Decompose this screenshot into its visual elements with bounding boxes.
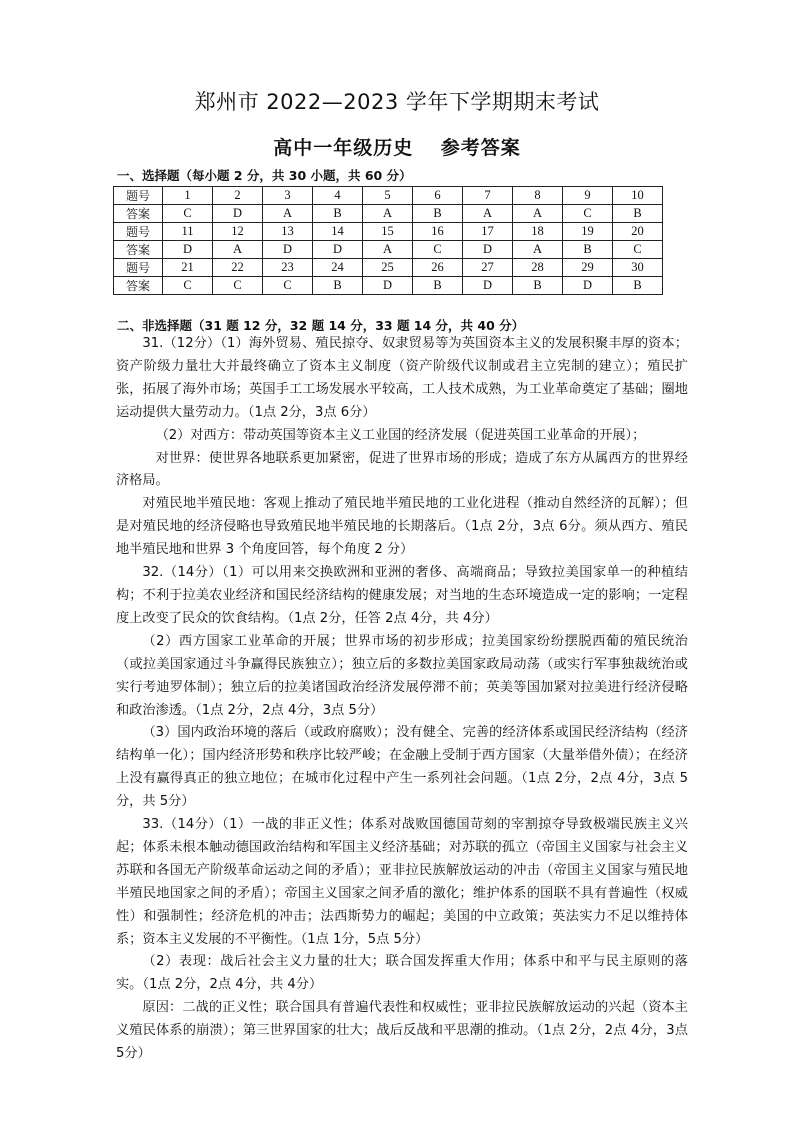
exam-subtitle: 高中一年级历史 参考答案 bbox=[273, 137, 521, 159]
question-number-cell: 23 bbox=[263, 259, 313, 277]
answer-cell: B bbox=[613, 205, 663, 223]
answer-cell: B bbox=[563, 241, 613, 259]
answer-table-row bbox=[114, 241, 663, 259]
answer-cell: D bbox=[563, 277, 613, 295]
question-number-cell: 25 bbox=[363, 259, 413, 277]
question-number-cell: 16 bbox=[413, 223, 463, 241]
answer-cell: D bbox=[463, 277, 513, 295]
answer-cell: A bbox=[513, 241, 563, 259]
question-number-cell: 20 bbox=[613, 223, 663, 241]
answer-cell: B bbox=[413, 205, 463, 223]
row-label: 题号 bbox=[114, 223, 163, 241]
answer-cell: A bbox=[363, 241, 413, 259]
question-number-cell: 26 bbox=[413, 259, 463, 277]
answer-cell: D bbox=[363, 277, 413, 295]
question-number-cell: 6 bbox=[413, 187, 463, 205]
question-number-cell: 10 bbox=[613, 187, 663, 205]
question-number-cell: 7 bbox=[463, 187, 513, 205]
section2-heading: 二、非选择题（31 题 12 分，32 题 14 分，33 题 14 分，共 40 分） bbox=[117, 318, 525, 333]
row-label: 答案 bbox=[114, 205, 163, 223]
answer-cell: B bbox=[513, 277, 563, 295]
answer-cell: A bbox=[263, 205, 313, 223]
answer-cell: C bbox=[163, 277, 213, 295]
paragraph-32-3: （3）国内政治环境的落后（或政府腐败）；没有健全、完善的经济体系或国民经济结构（经济结构单一化）；国内经济形势和秩序比较严峻；在金融上受制于西方国家（大量举借外债）；在经济上没有赢得真正的独立地位；在城市化过程中产生一系列社会问题。（1点 2分，2点 4分，3点 5分，共 5分） bbox=[116, 725, 688, 810]
question-number-cell: 2 bbox=[213, 187, 263, 205]
question-number-cell: 30 bbox=[613, 259, 663, 277]
answer-table-row bbox=[114, 277, 663, 295]
answer-cell: A bbox=[513, 205, 563, 223]
paragraph-32-2: （2）西方国家工业革命的开展；世界市场的初步形成；拉美国家纷纷摆脱西葡的殖民统治（或拉美国家通过斗争赢得民族独立）；独立后的多数拉美国家政局动荡（或实行军事独裁统治或实行考迪罗体制）；独立后的拉美诸国政治经济发展停滞不前；英美等国加紧对拉美进行经济侵略和政治渗透。（1点 2分，2点 4分，3点 5分） bbox=[116, 633, 688, 718]
answer-table-row bbox=[114, 259, 663, 277]
question-number-cell: 9 bbox=[563, 187, 613, 205]
question-number-cell: 1 bbox=[163, 187, 213, 205]
paragraph-31-2: （2）对西方：带动英国等资本主义工业国的经济发展（促进英国工业革命的开展）； bbox=[155, 427, 646, 443]
question-number-cell: 13 bbox=[263, 223, 313, 241]
answer-cell: C bbox=[163, 205, 213, 223]
paragraph-31-1: 31.（12分）（1）海外贸易、殖民掠夺、奴隶贸易等为英国资本主义的发展积聚丰厚的资本；资产阶级力量壮大并最终确立了资本主义制度（资产阶级代议制或君主立宪制的建立）；殖民扩张，拓展了海外市场；英国手工工场发展水平较高，工人技术成熟，为工业革命奠定了基础；圈地运动提供大量劳动力。（1点 2分，3点 6分） bbox=[116, 336, 688, 420]
question-number-cell: 14 bbox=[313, 223, 363, 241]
answer-cell: C bbox=[413, 241, 463, 259]
question-number-cell: 15 bbox=[363, 223, 413, 241]
answer-cell: D bbox=[313, 241, 363, 259]
paragraph-33-2: （2）表现：战后社会主义力量的壮大；联合国发挥重大作用；体系中和平与民主原则的落实。（1点 2分，2点 4分，共 4分） bbox=[116, 954, 688, 993]
question-number-cell: 28 bbox=[513, 259, 563, 277]
question-number-cell: 21 bbox=[163, 259, 213, 277]
question-number-cell: 22 bbox=[213, 259, 263, 277]
section1-heading: 一、选择题（每小题 2 分，共 30 小题，共 60 分） bbox=[117, 168, 412, 183]
paragraph-32-1: 32.（14分）（1）可以用来交换欧洲和亚洲的奢侈、高端商品；导致拉美国家单一的种植结构；不利于拉美农业经济和国民经济结构的健康发展；对当地的生态环境造成一定的影响；一定程度上改变了民众的饮食结构。（1点 2分，任答 2点 4分，共 4分） bbox=[116, 565, 688, 626]
paragraph-31-2-world: 对世界：使世界各地联系更加紧密，促进了世界市场的形成；造成了东方从属西方的世界经济格局。 bbox=[116, 450, 688, 489]
question-number-cell: 5 bbox=[363, 187, 413, 205]
row-label: 题号 bbox=[114, 187, 163, 205]
answer-cell: C bbox=[213, 277, 263, 295]
answer-cell: B bbox=[313, 205, 363, 223]
question-number-cell: 19 bbox=[563, 223, 613, 241]
answer-cell: C bbox=[613, 241, 663, 259]
answer-cell: D bbox=[213, 205, 263, 223]
answer-body bbox=[116, 333, 688, 1066]
answer-table-row bbox=[114, 223, 663, 241]
question-number-cell: 8 bbox=[513, 187, 563, 205]
answer-cell: B bbox=[613, 277, 663, 295]
answer-cell: D bbox=[163, 241, 213, 259]
question-number-cell: 11 bbox=[163, 223, 213, 241]
paragraph-31-2-colony: 对殖民地半殖民地：客观上推动了殖民地半殖民地的工业化进程（推动自然经济的瓦解）；但是对殖民地的经济侵略也导致殖民地半殖民地的长期落后。（1点 2分，3点 6分。须从西方、殖民地半殖民地和世界 3 个角度回答，每个角度 2 分） bbox=[116, 496, 688, 558]
row-label: 答案 bbox=[114, 241, 163, 259]
row-label: 答案 bbox=[114, 277, 163, 295]
answer-table-row bbox=[114, 205, 663, 223]
answer-cell: C bbox=[263, 277, 313, 295]
answer-cell: C bbox=[563, 205, 613, 223]
answer-cell: D bbox=[263, 241, 313, 259]
answer-cell: A bbox=[363, 205, 413, 223]
question-number-cell: 17 bbox=[463, 223, 513, 241]
question-number-cell: 4 bbox=[313, 187, 363, 205]
question-number-cell: 3 bbox=[263, 187, 313, 205]
question-number-cell: 27 bbox=[463, 259, 513, 277]
paragraph-33-1: 33.（14分）（1）一战的非正义性；体系对战败国德国苛刻的宰割掠夺导致极端民族主义兴起；体系未根本触动德国政治结构和军国主义经济基础；对苏联的孤立（帝国主义国家与社会主义苏联和各国无产阶级革命运动之间的矛盾）；亚非拉民族解放运动的冲击（帝国主义国家与殖民地半殖民地国家之间的矛盾）；帝国主义国家之间矛盾的激化；维护体系的国联不具有普遍性（权威性）和强制性；经济危机的冲击；法西斯势力的崛起；美国的中立政策；英法实力不足以维持体系；资本主义发展的不平衡性。（1点 1分，5点 5分） bbox=[116, 817, 688, 947]
question-number-cell: 29 bbox=[563, 259, 613, 277]
answer-table bbox=[113, 186, 663, 295]
row-label: 题号 bbox=[114, 259, 163, 277]
answer-cell: A bbox=[213, 241, 263, 259]
question-number-cell: 12 bbox=[213, 223, 263, 241]
answer-table-row bbox=[114, 187, 663, 205]
question-number-cell: 24 bbox=[313, 259, 363, 277]
paragraph-33-2-reason: 原因：二战的正义性；联合国具有普遍代表性和权威性；亚非拉民族解放运动的兴起（资本主义殖民体系的崩溃）；第三世界国家的壮大；战后反战和平思潮的推动。（1点 2分，2点 4分，3点 5分） bbox=[116, 1000, 688, 1062]
answer-cell: A bbox=[463, 205, 513, 223]
answer-cell: B bbox=[413, 277, 463, 295]
answer-cell: D bbox=[463, 241, 513, 259]
answer-cell: B bbox=[313, 277, 363, 295]
exam-title: 郑州市 2022—2023 学年下学期期末考试 bbox=[194, 90, 600, 114]
question-number-cell: 18 bbox=[513, 223, 563, 241]
